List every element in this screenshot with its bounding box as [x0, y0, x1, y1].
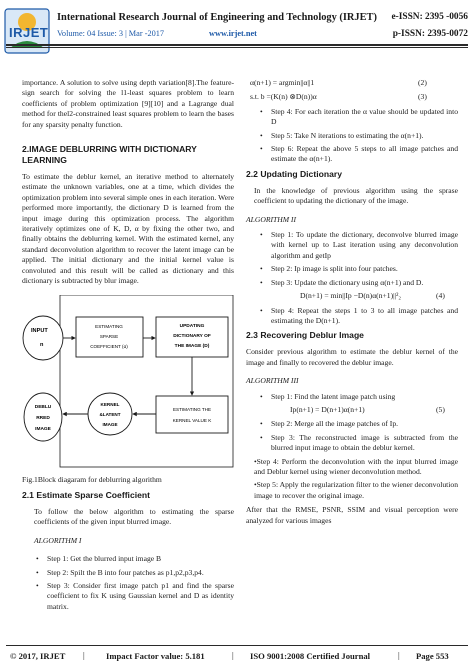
- equation-4-text: D(n+1) = min||Ip −D(n)α(n+1)||²₂: [300, 291, 402, 301]
- algo2-step-4: • Step 4: Repeat the steps 1 to 3 to all image patches and estimating the D(n+1).: [246, 306, 458, 327]
- e-issn: e-ISSN: 2395 -0056: [391, 12, 468, 22]
- deblur-label-2: RRED: [36, 415, 50, 421]
- section-2-body: To estimate the deblur kernel, an iterative method to alternately estimate the unknown variables, one at a time, which divides the optimization problem into several simple ones in each iteration. Were performed more importantly, the dictionary D is learned from the input image during this optimization process. The algorithm iteratively optimizes one of K, D, α by fixing the other two, and finally obtains the deblurring kernel. With the estimated kernel, any standard deconvolution algorithm to recover the latent image can be applied. The initial dictionary and the initial kernel value is convoluted and this result will be called as dictionary and this dictionary is subtracted by blur image.: [22, 172, 234, 286]
- journal-url[interactable]: www.irjet.net: [209, 29, 257, 38]
- section-2-3-body: Consider previous algorithm to estimate the deblur kernel of the image and finally to recovered the deblur image.: [246, 347, 458, 367]
- right-column: [246, 78, 458, 534]
- equation-3-number: (3): [418, 92, 427, 102]
- section-2-1-title: 2.1 Estimate Sparse Coefficient: [22, 489, 150, 500]
- algo3-step-4: •Step 4: Perform the deconvolution with the input blurred image and Deblur kernel using wiener deconvolution method.: [254, 456, 458, 476]
- footer-copyright: © 2017, IRJET: [10, 651, 66, 661]
- input-label-2: n: [40, 341, 44, 348]
- intro-paragraph: importance. A solution to solve using depth variation[8].The feature-sign search for solving the l1-least squares problem to learn coefficients of problem optimization [9][10] and a Lagrange dual method for thel2-constrained least squares problem to learn the bases for any sparsity penalty function.: [22, 78, 234, 129]
- algo2-step-3: • Step 3: Update the dictionary using α(n+1) and D.: [246, 278, 458, 288]
- equation-3-text: s.t. b =(K(n) ⊗D(n))α: [250, 92, 317, 102]
- algo2-step-1: • Step 1: To update the dictionary, deconvolve blurred image with kernel up to Last iteration using any deconvolution algorithm and getIp: [246, 230, 458, 261]
- block-diagram-svg: [22, 295, 234, 469]
- algo1-step-2: • Step 2: Spilt the B into four patches as p1,p2,p3,p4.: [22, 568, 234, 578]
- equation-3: [246, 92, 458, 102]
- latent-label-3: IMAGE: [102, 421, 118, 427]
- deblur-label-1: DEBLU: [34, 404, 52, 410]
- equation-5-number: (5): [436, 404, 445, 414]
- footer-separator-3: |: [398, 650, 400, 660]
- header-divider: [6, 44, 468, 46]
- latent-label-2: &LATENT: [99, 411, 121, 417]
- equation-5-text: Ip(n+1) = D(n+1)α(n+1): [290, 404, 365, 414]
- section-2-title: 2.IMAGE DEBLURRING WITH DICTIONARY LEARNING: [22, 144, 197, 166]
- estimating-kernel-box: [156, 396, 228, 433]
- footer-separator-1: |: [83, 650, 85, 660]
- sparse-label-2: SPARSE: [99, 333, 119, 339]
- algorithm-2-label: ALGORITHM II: [246, 214, 296, 224]
- volume-line: Volume: 04 Issue: 3 | Mar -2017: [57, 29, 165, 38]
- kernel-label-2: KERNEL VALUE K: [172, 417, 212, 423]
- left-column: [22, 78, 234, 615]
- sparse-label-1: ESTIMATING: [95, 323, 123, 329]
- section-2-2-body: In the knowledge of previous algorithm using the sprase coefficient to updating the dictionary of the image.: [254, 185, 458, 206]
- block-diagram: [22, 295, 234, 469]
- algo3-step-1: • Step 1: Find the latent image patch using: [246, 392, 458, 402]
- deblur-label-3: IMAGE: [35, 426, 51, 432]
- equation-4: [246, 291, 458, 301]
- closing-paragraph: After that the RMSE, PSNR, SSIM and visual perception were analyzed for various images: [246, 505, 458, 525]
- algo3-step-2: • Step 2: Merge all the image patches of Ip.: [246, 419, 458, 429]
- latent-label-1: KERNEL: [100, 401, 120, 407]
- footer-divider: [6, 645, 468, 646]
- kernel-label-1: ESTIMATING THE: [172, 406, 212, 412]
- algo2-step-2: • Step 2: Ip image is split into four patches.: [246, 264, 458, 274]
- footer-separator-2: |: [232, 650, 234, 660]
- equation-2-number: (2): [418, 78, 427, 87]
- section-2-2-title: 2.2 Updating Dictionary: [246, 168, 342, 179]
- algo3-step-3: • Step 3: The reconstructed image is subtracted from the blurred input image to obtain the deblur kernel.: [246, 433, 458, 454]
- equation-2-text: α(n+1) = argmin||α||1: [250, 78, 315, 87]
- section-2-3-title: 2.3 Recovering Deblur Image: [246, 330, 364, 341]
- algo1-step-6: • Step 6: Repeat the above 5 steps to all image patches and estimate the α(n+1).: [246, 144, 458, 165]
- algorithm-3-label: ALGORITHM III: [246, 376, 299, 386]
- section-2-1-body: To follow the below algorithm to estimating the sparse coefficients of the given input blurred image.: [34, 506, 234, 527]
- footer-iso: ISO 9001:2008 Certified Journal: [250, 651, 371, 661]
- dict-label-1: UPDATING: [179, 323, 205, 329]
- p-issn: p-ISSN: 2395-0072: [392, 29, 468, 39]
- algo1-step-5: • Step 5: Take N iterations to estimating the α(n+1).: [246, 131, 458, 141]
- algo3-step-5: •Step 5: Apply the regularization filter to the wiener deconvolution image to recover the original image.: [254, 480, 458, 500]
- equation-2: [246, 78, 458, 88]
- algo1-step-1: • Step 1: Get the blurred input image B: [22, 554, 234, 564]
- dict-label-3: THE IMAGE (D): [174, 343, 210, 349]
- algo1-step-4: • Step 4: For each iteration the α value should be updated into D: [246, 107, 458, 128]
- algorithm-1-label: ALGORITHM I: [34, 535, 82, 545]
- figure-caption: Fig.1Block diagaram for deblurring algorithm: [22, 474, 162, 484]
- algo1-step-3: • Step 3: Consider first image patch p1 and find the sparse coefficient to fix K using Gaussian kernel and D as identity matrix.: [22, 581, 234, 612]
- footer-page-number: Page 553: [416, 651, 449, 661]
- page-header: [0, 0, 474, 66]
- header-divider-thin: [6, 47, 468, 48]
- equation-4-number: (4): [436, 291, 445, 301]
- equation-5: [246, 405, 458, 415]
- dict-label-2: DICTIONARY OF: [173, 333, 211, 339]
- input-label-1: INPUT: [31, 327, 48, 334]
- footer-impact-factor: Impact Factor value: 5.181: [106, 651, 205, 661]
- logo-text: IRJET: [9, 25, 49, 40]
- sparse-label-3: COEFFICIENT (α): [90, 343, 128, 349]
- journal-title: International Research Journal of Engineering and Technology (IRJET): [57, 12, 377, 23]
- input-node: [23, 316, 63, 360]
